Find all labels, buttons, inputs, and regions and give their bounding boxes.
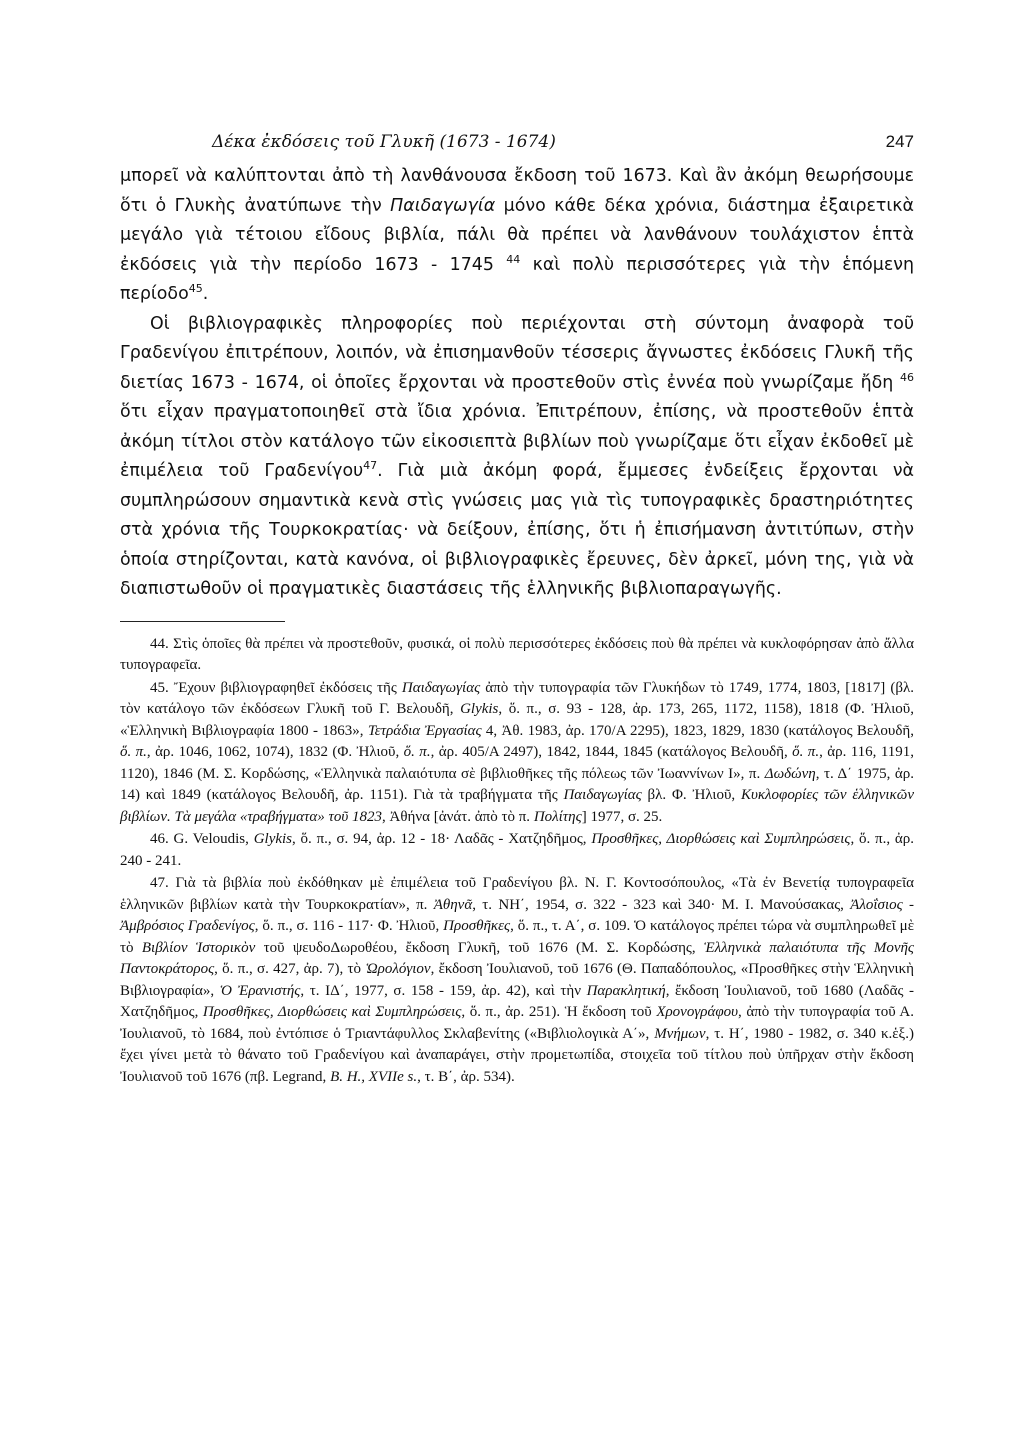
italic-text: Ἀθηνᾶ xyxy=(433,896,473,913)
paragraph xyxy=(120,310,914,605)
text-run: , τ. Β΄, ἀρ. 534). xyxy=(417,1068,515,1085)
text-run: 47. Γιὰ τὰ βιβλία ποὺ ἐκδόθηκαν μὲ ἐπιμέλεια τοῦ Γραδενίγου βλ. Ν. Γ. Κοντοσόπουλος, «Τὰ ἐν Βενετίᾳ τυπογραφεῖα ἑλληνικῶν βιβλίων κατὰ τὴν Τουρκοκρατίαν», π. xyxy=(120,875,914,913)
footnote xyxy=(120,678,914,829)
text-run: , τ. Η΄, 1980 - 1982, σ. 340 κ.ἑξ.) ἔχει γίνει μετὰ τὸ θάνατο τοῦ Γραδενίγου καὶ ἀναπαράγει, στὴν προμετωπίδα, στοιχεῖα τοῦ τίτλου ποὺ ὑπῆρχαν στὴν ἔκδοση Ἰουλιανοῦ τοῦ 1676 (πβ. Legrand, xyxy=(120,1025,914,1085)
main-text xyxy=(120,162,914,605)
page xyxy=(120,128,914,1089)
text-run: ἀπὸ τὴν τυπογραφία τῶν Γλυκήδων τὸ 1749, 1774, 1803, [1817] (βλ. τὸν κατάλογο τῶν ἐκδόσεων Γλυκῆ τοῦ Γ. Βελουδῆ, xyxy=(120,679,914,717)
italic-text: Παρακλητική xyxy=(586,982,666,999)
text-run: , ὅ. π., ἀρ. 240 - 241. xyxy=(120,831,914,869)
italic-text: Glykis xyxy=(253,831,293,847)
text-run: , τ. ΙΔ΄, 1977, σ. 158 - 159, ἀρ. 42), καὶ τὴν xyxy=(300,982,587,999)
text-run: , τ. Δ΄ 1975, ἀρ. 14) καὶ 1849 (κατάλογος Βελουδῆ, ἀρ. 1151). Γιὰ τὰ τραβήγματα τῆς xyxy=(120,765,915,803)
running-head xyxy=(120,128,914,162)
text-run: τοῦ ψευδοΔωροθέου, ἔκδοση Γλυκῆ, τοῦ 1676 (Μ. Σ. Κορδώσης, xyxy=(255,939,704,956)
footnote-separator xyxy=(120,621,285,622)
italic-text: ὅ. π. xyxy=(120,744,147,760)
italic-text: Χρονογράφου xyxy=(656,1004,738,1020)
italic-text: Βιβλίον Ἱστορικὸν xyxy=(141,939,256,956)
text-run: καὶ πολὺ περισσότερες γιὰ τὴν ἑπόμενη περίοδο xyxy=(120,254,914,304)
footnote-ref: 44 xyxy=(506,252,521,266)
italic-text: Παιδαγωγία xyxy=(390,195,496,216)
italic-text: Προσθῆκες xyxy=(443,918,511,934)
text-run: , ἀρ. 116, 1191, 1120), 1846 (Μ. Σ. Κορδώσης, «Ἑλληνικὰ παλαιότυπα σὲ βιβλιοθῆκες τῆς πόλεως τῶν Ἰωαννίνων Ι», π. xyxy=(120,744,915,782)
text-run: , ὅ. π., ἀρ. 251). Ἡ ἔκδοση τοῦ xyxy=(461,1004,657,1020)
text-run: , ὅ. π., σ. 94, ἀρ. 12 - 18· Λαδᾶς - Χατζηδῆμος, xyxy=(292,831,592,847)
text-run: , Ἀθήνα [ἀνάτ. ἀπὸ τὸ π. xyxy=(382,808,534,825)
text-run: , ὅ. π., σ. 116 - 117· Φ. Ἠλιοῦ, xyxy=(254,918,444,934)
text-run: , ἔκδοση Ἰουλιανοῦ, τοῦ 1680 (Λαδᾶς - Χατζηδῆμος, xyxy=(120,982,914,1020)
italic-text: Παιδαγωγίας xyxy=(563,787,642,803)
italic-text: Glykis xyxy=(460,701,499,717)
italic-text: ὅ. π. xyxy=(403,744,431,760)
italic-text: Ἀλοΐσιος - Ἀμβρόσιος Γραδενίγος xyxy=(120,896,914,934)
footnote-ref: 47 xyxy=(363,459,378,473)
italic-text: Ἑλληνικὰ παλαιότυπα τῆς Μονῆς Παντοκράτορος xyxy=(120,939,915,977)
footnote xyxy=(120,634,914,677)
text-run: 4, Ἀθ. 1983, ἀρ. 170/Α 2295), 1823, 1829, 1830 (κατάλογος Βελουδῆ, xyxy=(481,722,914,739)
page-number: 247 xyxy=(885,132,914,151)
italic-text: Κυκλοφορίες τῶν ἑλληνικῶν βιβλίων. Τὰ μεγάλα «τραβήγματα» τοῦ 1823 xyxy=(120,787,914,825)
italic-text: Ὡρολόγιον xyxy=(365,961,431,977)
footnotes xyxy=(120,634,914,1089)
text-run: 45. Ἔχουν βιβλιογραφηθεῖ ἐκδόσεις τῆς xyxy=(150,679,402,696)
text-run: μπορεῖ νὰ καλύπτονται ἀπὸ τὴ λανθάνουσα ἔκδοση τοῦ 1673. Καὶ ἂν ἀκόμη θεωρήσουμε ὅτι ὁ Γλυκὴς ἀνατύπωνε τὴν xyxy=(120,166,914,216)
text-run: 46. G. Veloudis, xyxy=(150,831,254,847)
text-run: , ὅ. π., σ. 427, ἀρ. 7), τὸ xyxy=(214,961,366,977)
footnote xyxy=(120,829,914,872)
italic-text: ὅ. π. xyxy=(792,744,820,760)
italic-text: Πολίτης xyxy=(533,808,582,825)
italic-text: Προσθῆκες, Διορθώσεις καὶ Συμπληρώσεις xyxy=(202,1004,462,1020)
footnote xyxy=(120,873,914,1088)
text-run: , ἔκδοση Ἰουλιανοῦ, τοῦ 1676 (Θ. Παπαδόπουλος, «Προσθῆκες στὴν Ἑλληνικὴ Βιβλιογραφία», xyxy=(120,961,914,999)
text-run: , ἀρ. 405/Α 2497), 1842, 1844, 1845 (κατάλογος Βελουδῆ, xyxy=(430,744,793,760)
italic-text: Ὁ Ἐρανιστής xyxy=(219,982,301,999)
text-run: , ἀρ. 1046, 1062, 1074), 1832 (Φ. Ἠλιοῦ, xyxy=(146,744,404,760)
text-run: , ὅ. π., σ. 93 - 128, ἀρ. 173, 265, 1172, 1158), 1818 (Φ. Ἠλιοῦ, «Ἑλληνικὴ Βιβλιογραφία 1800 - 1863», xyxy=(120,701,914,739)
italic-text: B. H., XVIIe s. xyxy=(330,1068,418,1085)
paragraph xyxy=(120,162,914,310)
footnote-ref: 46 xyxy=(900,370,914,384)
text-run: . xyxy=(202,284,209,304)
running-title: Δέκα ἐκδόσεις τοῦ Γλυκῆ (1673 - 1674) xyxy=(212,132,556,152)
text-run: Οἱ βιβλιογραφικὲς πληροφορίες ποὺ περιέχονται στὴ σύντομη ἀναφορὰ τοῦ Γραδενίγου ἐπιτρέπουν, λοιπόν, νὰ ἐπισημανθοῦν τέσσερις ἄγνωστες ἐκδόσεις Γλυκῆ τῆς διετίας 1673 - 1674, οἱ ὁποῖες ἔρχονται νὰ προστεθοῦν στὶς ἐννέα ποὺ γνωρίζαμε ἤδη xyxy=(120,313,914,393)
italic-text: Προσθῆκες, Διορθώσεις καὶ Συμπληρώσεις xyxy=(591,831,851,847)
text-run: ὅτι εἶχαν πραγματοποιηθεῖ στὰ ἴδια χρόνια. Ἐπιτρέπουν, ἐπίσης, νὰ προστεθοῦν ἑπτὰ ἀκόμη τίτλοι στὸν κατάλογο τῶν εἰκοσιεπτὰ βιβλίων ποὺ γνωρίζαμε ὅτι εἶχαν ἐκδοθεῖ μὲ ἐπιμέλεια τοῦ Γραδενίγου xyxy=(120,402,914,481)
text-run: . Γιὰ μιὰ ἀκόμη φορά, ἔμμεσες ἐνδείξεις ἔρχονται νὰ συμπληρώσουν σημαντικὰ κενὰ στὶς γνώσεις μας γιὰ τὶς τυπογραφικὲς δραστηριότητες στὰ χρόνια τῆς Τουρκοκρατίας· νὰ δείξουν, ἐπίσης, ὅτι ἡ ἐπισήμανση ἀντιτύπων, στὴν ὁποία στηρίζονται, κατὰ κανόνα, οἱ βιβλιογραφικὲς ἔρευνες, δὲν ἀρκεῖ, μόνη της, γιὰ νὰ διαπιστωθοῦν οἱ πραγματικὲς διαστάσεις τῆς ἑλληνικῆς βιβλιοπαραγωγῆς. xyxy=(120,461,915,599)
text-run: μόνο κάθε δέκα χρόνια, διάστημα ἐξαιρετικὰ μεγάλο γιὰ τέτοιου εἴδους βιβλία, πάλι θὰ πρέπει νὰ λανθάνουν τουλάχιστον ἑπτὰ ἐκδόσεις γιὰ τὴν περίοδο 1673 - 1745 xyxy=(120,195,915,275)
text-run: 44. Στὶς ὁποῖες θὰ πρέπει νὰ προστεθοῦν, φυσικά, οἱ πολὺ περισσότερες ἐκδόσεις ποὺ θὰ πρέπει νὰ κυκλοφόρησαν ἀπὸ ἄλλα τυπογραφεῖα. xyxy=(120,635,914,673)
text-run: ] 1977, σ. 25. xyxy=(581,808,663,825)
text-run: , ὅ. π., τ. Α΄, σ. 109. Ὁ κατάλογος πρέπει τώρα νὰ συμπληρωθεῖ μὲ τὸ xyxy=(120,918,914,956)
italic-text: Τετράδια Ἐργασίας xyxy=(367,722,482,739)
italic-text: Μνήμων xyxy=(654,1025,706,1042)
text-run: βλ. Φ. Ἠλιοῦ, xyxy=(641,787,741,803)
footnote-ref: 45 xyxy=(188,282,203,296)
italic-text: Παιδαγωγίας xyxy=(401,679,481,696)
text-run: , ἀπὸ τὴν τυπογραφία τοῦ Α. Ἰουλιανοῦ, τὸ 1684, ποὺ ἐντόπισε ὁ Τριαντάφυλλος Σκλαβενίτης («Βιβλιολογικὰ Α΄», xyxy=(120,1004,914,1042)
text-run: , τ. ΝΗ΄, 1954, σ. 322 - 323 καὶ 340· Μ. Ι. Μανούσακας, xyxy=(472,896,851,913)
italic-text: Δωδώνη xyxy=(764,765,816,782)
